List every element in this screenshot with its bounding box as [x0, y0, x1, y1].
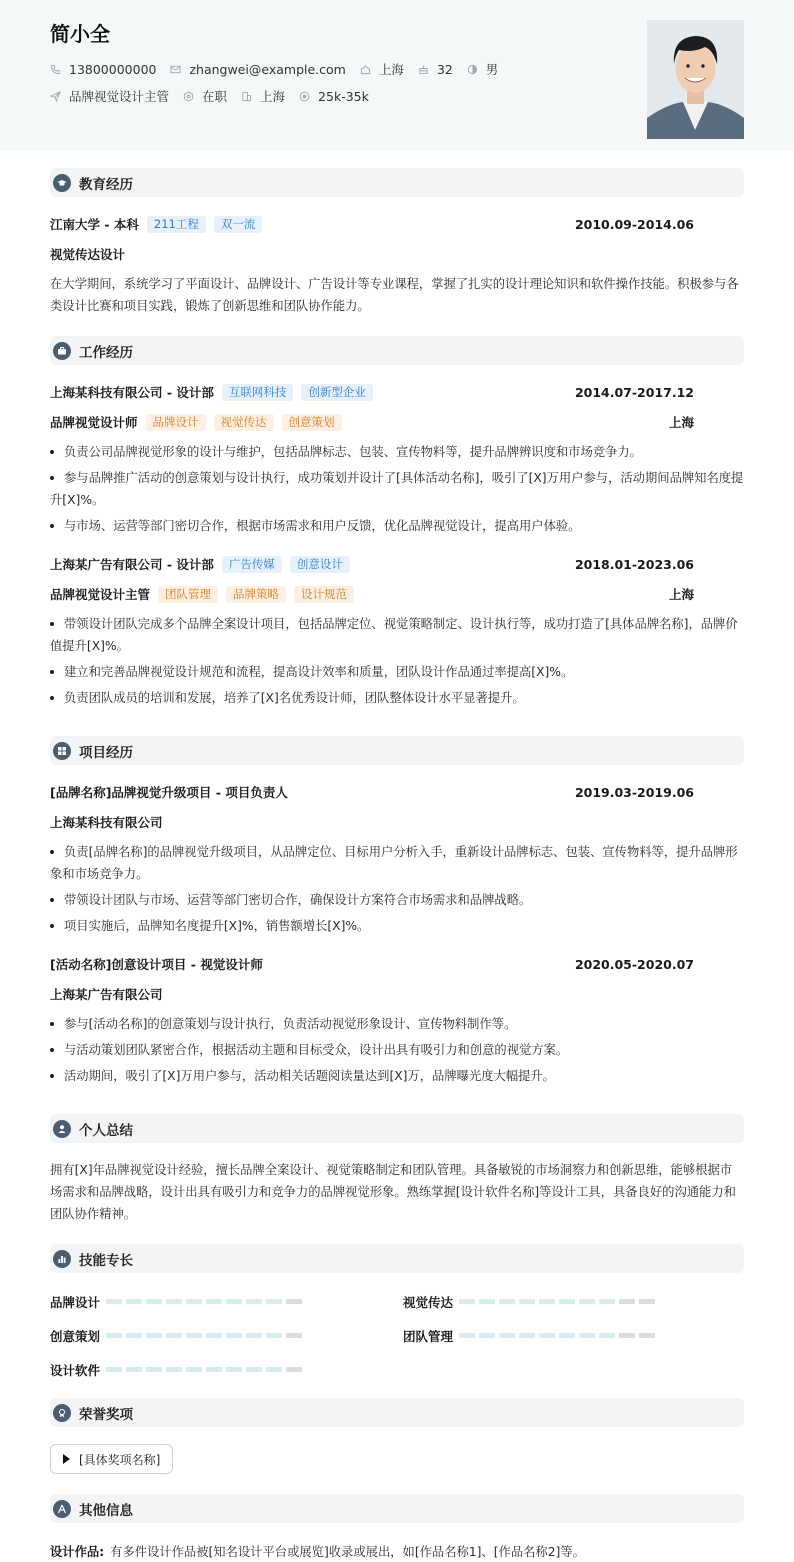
- user-icon: [53, 1120, 71, 1138]
- job-company-row: [50, 555, 744, 573]
- skill-level-segment: [266, 1367, 282, 1372]
- skill-level-segment: [206, 1333, 222, 1338]
- role-tag: 创意策划: [282, 414, 342, 431]
- skill-level-segment: [639, 1333, 655, 1338]
- job-role-row: [50, 413, 744, 431]
- school-tag: 双一流: [214, 216, 263, 233]
- skill-level-segment: [126, 1333, 142, 1338]
- section-title: 其他信息: [79, 1502, 133, 1519]
- skill-level-segment: [226, 1299, 242, 1304]
- section-title: 项目经历: [79, 744, 133, 761]
- project-bullet: 活动期间，吸引了[X]万用户参与，活动相关话题阅读量达到[X]万，品牌曝光度大幅提升。: [50, 1065, 744, 1087]
- other-section-header: [50, 1494, 744, 1523]
- skill-level-segment: [459, 1299, 475, 1304]
- candidate-name: 简小全: [50, 22, 110, 46]
- project-name-row: [50, 955, 744, 973]
- skill-level-segment: [146, 1299, 162, 1304]
- skill-level-segment: [186, 1299, 202, 1304]
- skill-level-segment: [619, 1333, 635, 1338]
- project-date: 2019.03-2019.06: [574, 784, 694, 800]
- skill-level-segment: [186, 1367, 202, 1372]
- job-date: 2018.01-2023.06: [574, 556, 694, 572]
- awards-section-header: [50, 1398, 744, 1427]
- briefcase-icon: [53, 342, 71, 360]
- role-tag: 品牌策略: [226, 586, 286, 603]
- role-tag: 品牌设计: [146, 414, 206, 431]
- skill-level-segment: [619, 1299, 635, 1304]
- skill-level-segment: [166, 1333, 182, 1338]
- project-bullet: 参与[活动名称]的创意策划与设计执行，负责活动视觉形象设计、宣传物料制作等。: [50, 1013, 744, 1035]
- job-bullet: 与市场、运营等部门密切合作，根据市场需求和用户反馈，优化品牌视觉设计，提高用户体验。: [50, 515, 744, 537]
- gender-icon: [467, 64, 478, 75]
- company-name: 上海某科技有限公司 - 设计部: [50, 385, 214, 400]
- bar-chart-icon: [53, 1250, 71, 1268]
- project-bullet: 带领设计团队与市场、运营等部门密切合作，确保设计方案符合市场需求和品牌战略。: [50, 889, 744, 911]
- cake-icon: [418, 64, 429, 75]
- skill-level-segment: [519, 1333, 535, 1338]
- skill-level-segment: [206, 1299, 222, 1304]
- section-title: 个人总结: [79, 1122, 133, 1139]
- project-bullet: 负责[品牌名称]的品牌视觉升级项目，从品牌定位、目标用户分析入手，重新设计品牌标志、包装、宣传物料等，提升品牌形象和市场竞争力。: [50, 845, 738, 881]
- skill-level-segment: [539, 1333, 555, 1338]
- skill-level-segment: [579, 1299, 595, 1304]
- project-company-row: [50, 813, 744, 831]
- project-company-row: [50, 985, 744, 1003]
- email-item: [170, 62, 345, 77]
- skill-level-segment: [266, 1333, 282, 1338]
- company-tag: 互联网科技: [222, 384, 294, 401]
- hexagon-icon: [183, 91, 194, 102]
- skill-name: 视觉传达: [403, 1295, 454, 1310]
- skill-item: [50, 1293, 100, 1311]
- company-name: 上海某广告有限公司 - 设计部: [50, 557, 214, 572]
- skill-level-segment: [206, 1367, 222, 1372]
- position-item: [50, 87, 169, 105]
- job-city: 上海: [668, 415, 694, 430]
- status-item: [183, 87, 227, 105]
- role-tag: 设计规范: [294, 586, 354, 603]
- school-name: 江南大学 - 本科: [50, 217, 139, 232]
- info-icon: [53, 1500, 71, 1518]
- project-section-header: [50, 736, 744, 765]
- contact-row: [50, 60, 512, 78]
- section-title: 教育经历: [79, 176, 133, 193]
- skill-level-segment: [246, 1299, 262, 1304]
- skill-level-segment: [539, 1299, 555, 1304]
- company-tag: 创新型企业: [301, 384, 373, 401]
- other-info-label: 设计作品:: [50, 1545, 105, 1559]
- skill-level-segment: [479, 1299, 495, 1304]
- summary-section-header: [50, 1114, 744, 1143]
- mail-icon: [170, 64, 181, 75]
- education-major-row: [50, 245, 744, 263]
- skill-level-segment: [559, 1299, 575, 1304]
- phone-item: [50, 62, 156, 77]
- skill-level-segment: [559, 1333, 575, 1338]
- skill-level-segment: [106, 1367, 122, 1372]
- city-item: [241, 87, 285, 105]
- skill-level-segment: [599, 1333, 615, 1338]
- project-bullet: 与活动策划团队紧密合作，根据活动主题和目标受众，设计出具有吸引力和创意的视觉方案。: [50, 1039, 744, 1061]
- skill-level-segment: [286, 1367, 302, 1372]
- profile-photo: [647, 20, 744, 139]
- education-description: 在大学期间，系统学习了平面设计、品牌设计、广告设计等专业课程，掌握了扎实的设计理论知识和软件操作技能。积极参与各类设计比赛和项目实践，锻炼了创新思维和团队协作能力。: [50, 277, 739, 313]
- other-info-row: [50, 1542, 744, 1560]
- skill-level-segment: [226, 1333, 242, 1338]
- salary-text: 25k-35k: [318, 88, 369, 104]
- skills-section-header: [50, 1244, 744, 1273]
- skill-level-segment: [146, 1333, 162, 1338]
- project-date: 2020.05-2020.07: [574, 956, 694, 972]
- coin-icon: [299, 91, 310, 102]
- award-name: [具体奖项名称]: [79, 1452, 161, 1467]
- skill-level-segment: [499, 1299, 515, 1304]
- skill-level-segment: [106, 1299, 122, 1304]
- job-role: 品牌视觉设计师: [50, 415, 138, 430]
- job-company-row: [50, 383, 744, 401]
- project-bullet: 项目实施后，品牌知名度提升[X]%，销售额增长[X]%。: [50, 915, 744, 937]
- job-bullet: 负责公司品牌视觉形象的设计与维护，包括品牌标志、包装、宣传物料等，提升品牌辨识度和市场竞争力。: [50, 441, 744, 463]
- skill-level-segment: [266, 1299, 282, 1304]
- skill-level-bar: [459, 1333, 659, 1338]
- skill-level-segment: [579, 1333, 595, 1338]
- skill-level-segment: [479, 1333, 495, 1338]
- skill-level-segment: [166, 1299, 182, 1304]
- status-text: 在职: [202, 89, 228, 104]
- gender-text: 男: [485, 62, 499, 77]
- home-icon: [360, 64, 371, 75]
- award-toggle[interactable]: [50, 1444, 173, 1474]
- send-icon: [50, 91, 61, 102]
- skill-level-segment: [599, 1299, 615, 1304]
- company-tag: 创意设计: [290, 556, 350, 573]
- project-name: [活动名称]创意设计项目 - 视觉设计师: [50, 957, 263, 972]
- salary-item: [299, 89, 369, 104]
- location-text: 上海: [378, 62, 404, 77]
- phone-icon: [50, 64, 61, 75]
- other-info-text: 有多件设计作品被[知名设计平台或展览]收录或展出，如[作品名称1]、[作品名称2]等。: [110, 1545, 585, 1559]
- skill-level-bar: [106, 1367, 306, 1372]
- skill-level-segment: [146, 1367, 162, 1372]
- grid-icon: [53, 742, 71, 760]
- project-name-row: [50, 783, 744, 801]
- education-date: 2010.09-2014.06: [574, 216, 694, 232]
- job-bullet: 参与品牌推广活动的创意策划与设计执行，成功策划并设计了[具体活动名称]，吸引了[X]万用户参与，活动期间品牌知名度提升[X]%。: [50, 471, 744, 507]
- major-name: 视觉传达设计: [50, 247, 126, 262]
- age-text: 32: [436, 61, 453, 77]
- skill-level-bar: [106, 1299, 306, 1304]
- job-bullet: 带领设计团队完成多个品牌全案设计项目，包括品牌定位、视觉策略制定、设计执行等，成功打造了[具体品牌名称]，品牌价值提升[X]%。: [50, 617, 738, 653]
- job-bullet: 建立和完善品牌视觉设计规范和流程，提高设计效率和质量，团队设计作品通过率提高[X]%。: [50, 661, 744, 683]
- skill-name: 品牌设计: [50, 1295, 101, 1310]
- role-tag: 视觉传达: [214, 414, 274, 431]
- skill-item: [50, 1361, 100, 1379]
- age-item: [418, 62, 453, 77]
- skill-level-segment: [639, 1299, 655, 1304]
- job-city: 上海: [668, 587, 694, 602]
- project-name: [品牌名称]品牌视觉升级项目 - 项目负责人: [50, 785, 288, 800]
- city-text: 上海: [260, 89, 286, 104]
- school-tag: 211工程: [147, 216, 206, 233]
- skill-level-segment: [126, 1299, 142, 1304]
- job-bullet: 负责团队成员的培训和发展，培养了[X]名优秀设计师，团队整体设计水平显著提升。: [50, 687, 744, 709]
- skill-level-bar: [459, 1299, 659, 1304]
- award-icon: [53, 1404, 71, 1422]
- position-text: 品牌视觉设计主管: [69, 89, 170, 104]
- section-title: 荣誉奖项: [79, 1406, 133, 1423]
- project-company: 上海某广告有限公司: [50, 987, 163, 1002]
- email-text: zhangwei@example.com: [189, 61, 346, 77]
- skill-level-segment: [246, 1333, 262, 1338]
- skill-level-segment: [519, 1299, 535, 1304]
- skill-level-segment: [126, 1367, 142, 1372]
- skill-name: 设计软件: [50, 1363, 101, 1378]
- skill-item: [50, 1327, 100, 1345]
- skill-level-segment: [166, 1367, 182, 1372]
- gender-item: [467, 60, 499, 78]
- skill-name: 创意策划: [50, 1329, 101, 1344]
- skill-item: [403, 1293, 453, 1311]
- project-company: 上海某科技有限公司: [50, 815, 163, 830]
- skill-level-segment: [246, 1367, 262, 1372]
- skill-level-segment: [286, 1333, 302, 1338]
- role-tag: 团队管理: [158, 586, 218, 603]
- location-item: [360, 60, 404, 78]
- education-section-header: [50, 168, 744, 197]
- section-title: 技能专长: [79, 1252, 133, 1269]
- skill-level-segment: [499, 1333, 515, 1338]
- skill-level-segment: [459, 1333, 475, 1338]
- phone-text: 13800000000: [69, 61, 157, 77]
- building-icon: [241, 91, 252, 102]
- play-triangle-icon: [63, 1454, 70, 1464]
- section-title: 工作经历: [79, 344, 133, 361]
- job-role: 品牌视觉设计主管: [50, 587, 151, 602]
- skill-level-segment: [106, 1333, 122, 1338]
- skill-level-bar: [106, 1333, 306, 1338]
- company-tag: 广告传媒: [222, 556, 282, 573]
- job-intent-row: [50, 87, 383, 105]
- work-section-header: [50, 336, 744, 365]
- skill-level-segment: [186, 1333, 202, 1338]
- skill-level-segment: [226, 1367, 242, 1372]
- job-role-row: [50, 585, 744, 603]
- education-school-row: [50, 215, 744, 233]
- summary-text: 拥有[X]年品牌视觉设计经验，擅长品牌全案设计、视觉策略制定和团队管理。具备敏锐的市场洞察力和创新思维，能够根据市场需求和品牌战略，设计出具有吸引力和竞争力的品牌视觉形象。熟练掌握[设计软件名称]等设计工具，具备良好的沟通能力和团队协作精神。: [50, 1163, 736, 1221]
- graduation-cap-icon: [53, 174, 71, 192]
- skill-item: [403, 1327, 453, 1345]
- resume-header: [0, 0, 794, 150]
- job-date: 2014.07-2017.12: [574, 384, 694, 400]
- skill-level-segment: [286, 1299, 302, 1304]
- skill-name: 团队管理: [403, 1329, 454, 1344]
